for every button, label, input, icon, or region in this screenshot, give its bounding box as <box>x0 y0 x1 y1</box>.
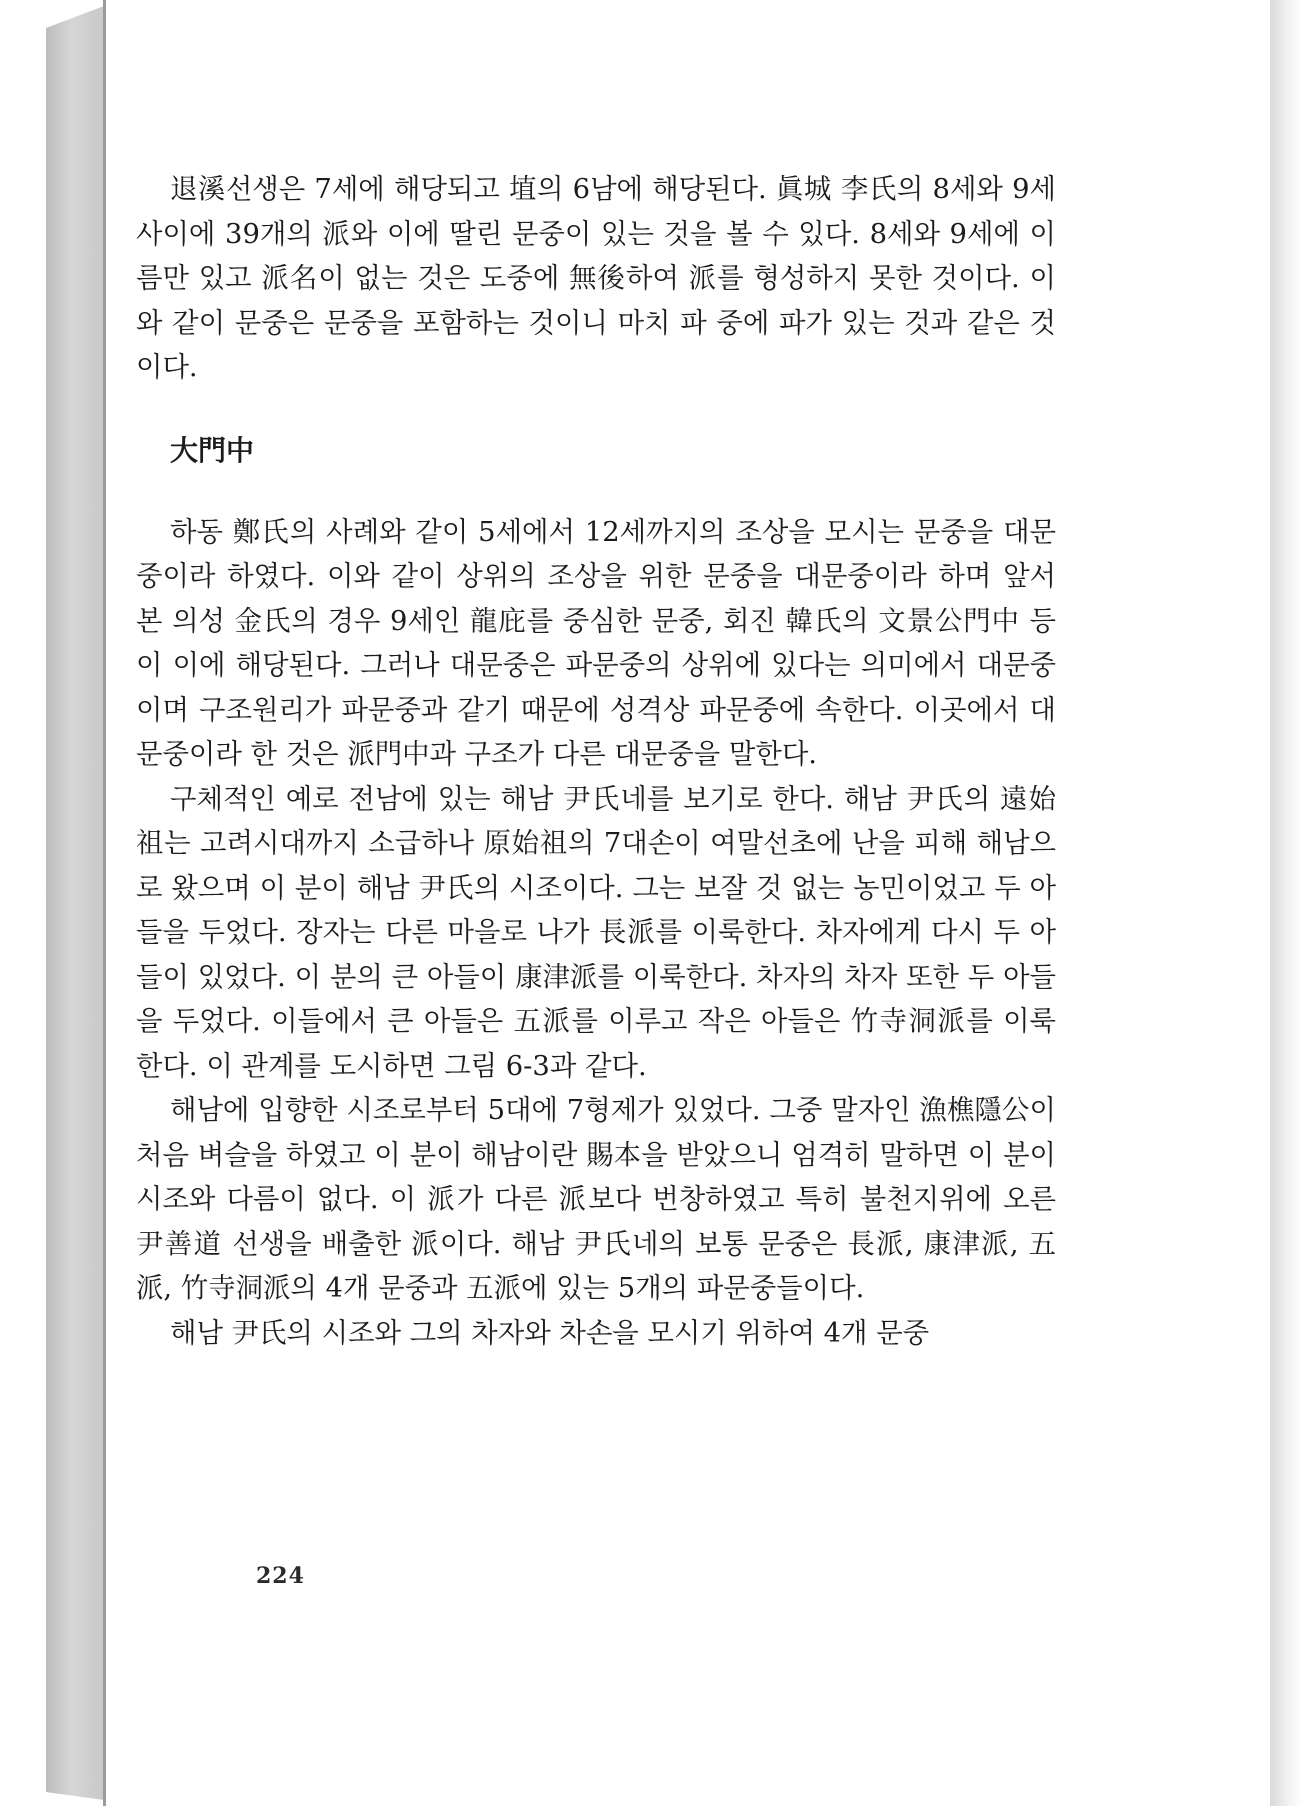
paragraph-3: 구체적인 예로 전남에 있는 해남 尹氏네를 보기로 한다. 해남 尹氏의 遠始祖는 고려시대까지 소급하나 原始祖의 7대손이 여말선초에 난을 피해 해남으로 왔으며 이 분이 해남 尹氏의 시조이다. 그는 보잘 것 없는 농민이었고 두 아들을 두었다. 장자는 다른 마을로 나가 長派를 이룩한다. 차자에게 다시 두 아들이 있었다. 이 분의 큰 아들이 康津派를 이룩한다. 차자의 차자 또한 두 아들을 두었다. 이들에서 큰 아들은 五派를 이루고 작은 아들은 竹寺洞派를 이룩한다. 이 관계를 도시하면 그림 6-3과 같다. <box>136 783 1056 1082</box>
page-number: 224 <box>256 1563 305 1589</box>
paragraph-2: 하동 鄭氏의 사례와 같이 5세에서 12세까지의 조상을 모시는 문중을 대문중이라 하였다. 이와 같이 상위의 조상을 위한 문중을 대문중이라 하며 앞서 본 의성 金氏의 경우 9세인 龍庇를 중심한 문중, 회진 韓氏의 文景公門中 등이 이에 해당된다. 그러나 대문중은 파문중의 상위에 있다는 의미에서 대문중이며 구조원리가 파문중과 같기 때문에 성격상 파문중에 속한다. 이곳에서 대문중이라 한 것은 派門中과 구조가 다른 대문중을 말한다. <box>136 516 1056 770</box>
section-heading: 大門中 <box>170 433 255 467</box>
page-edge-shadow <box>1270 0 1302 1806</box>
paragraph-4: 해남에 입향한 시조로부터 5대에 7형제가 있었다. 그중 말자인 漁樵隱公이 처음 벼슬을 하였고 이 분이 해남이란 賜本을 받았으니 엄격히 말하면 이 분이 시조와 다름이 없다. 이 派가 다른 派보다 번창하였고 특히 불천지위에 오른 尹善道 선생을 배출한 派이다. 해남 尹氏네의 보통 문중은 長派, 康津派, 五派, 竹寺洞派의 4개 문중과 五派에 있는 5개의 파문중들이다. <box>136 1095 1056 1304</box>
book-spine <box>46 6 104 1800</box>
paragraph-1: 退溪선생은 7세에 해당되고 埴의 6남에 해당된다. 眞城 李氏의 8세와 9세 사이에 39개의 派와 이에 딸린 문중이 있는 것을 볼 수 있다. 8세와 9세에 이름만 있고 派名이 없는 것은 도중에 無後하여 派를 형성하지 못한 것이다. 이와 같이 문중은 문중을 포함하는 것이니 마치 파 중에 파가 있는 것과 같은 것이다. <box>136 174 1056 383</box>
paragraph-5: 해남 尹氏의 시조와 그의 차자와 차손을 모시기 위하여 4개 문중 <box>170 1317 930 1349</box>
page-body <box>136 168 1056 1356</box>
